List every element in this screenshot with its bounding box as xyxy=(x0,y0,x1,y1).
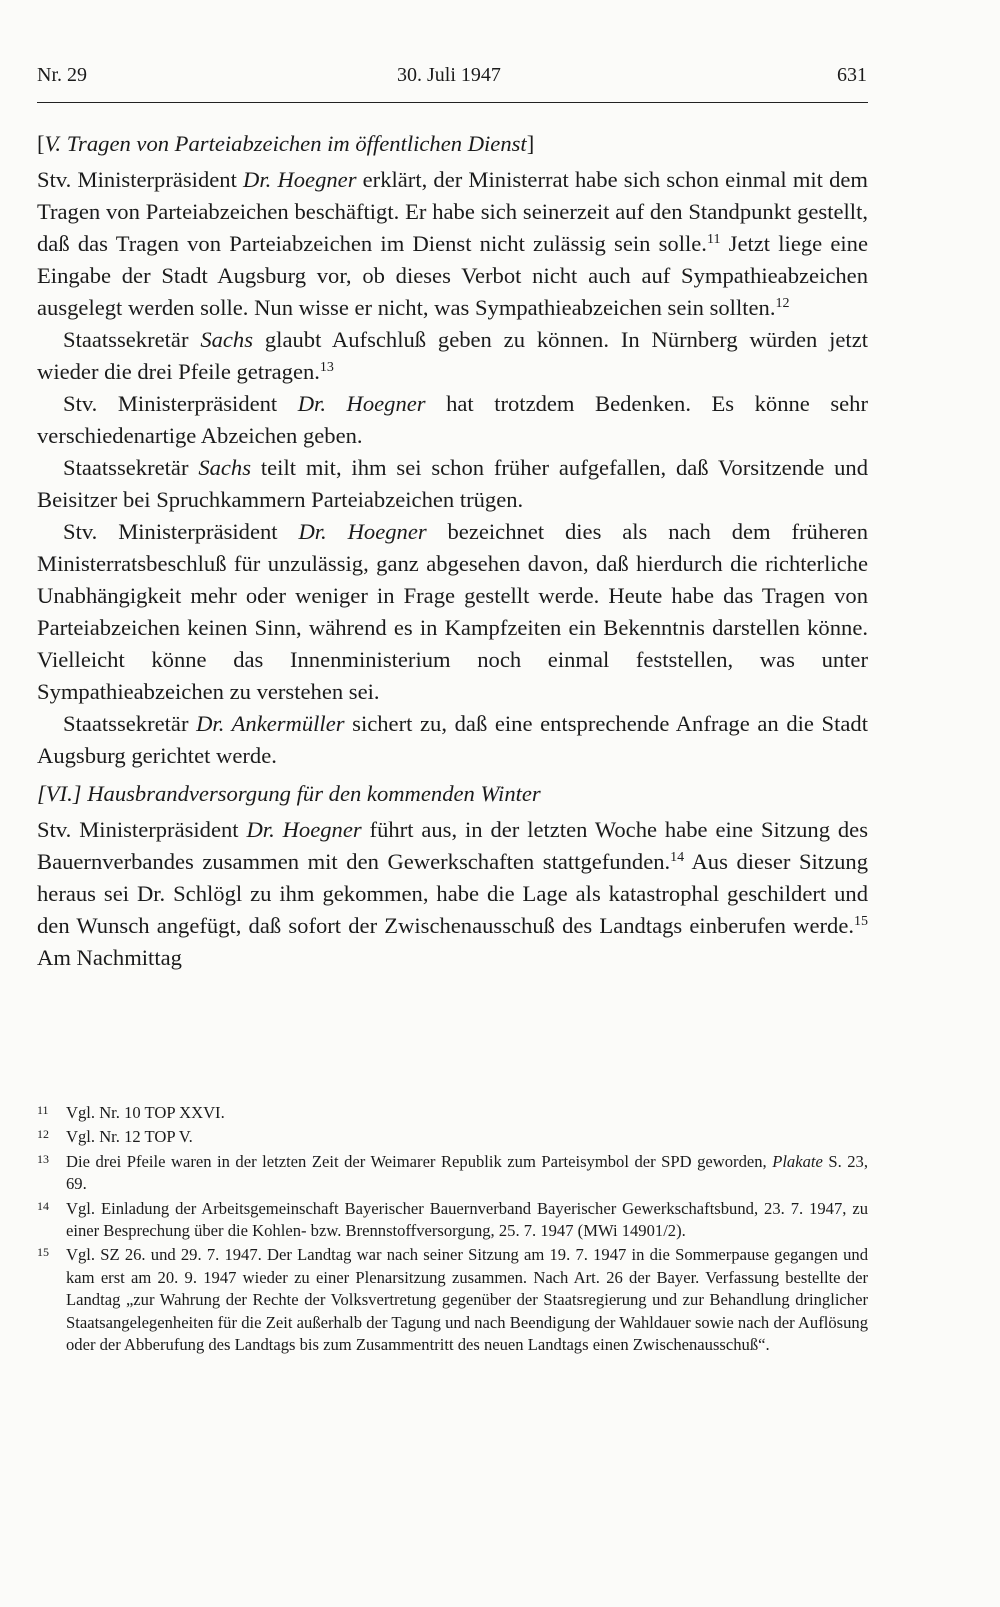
section-title: Tragen von Parteiabzeichen im öffentlichen Dienst xyxy=(66,131,527,156)
section-number: V. xyxy=(44,131,62,156)
paragraph-text: Aus dieser Sitzung heraus sei Dr. Schlögl zu ihm gekommen, habe die Lage als katastrophal geschildert und den Wunsch angefügt, daß sofort der Zwischenausschuß des Landtags einberufen werde. xyxy=(37,849,869,938)
speaker-title: Dr. xyxy=(196,711,232,736)
paragraph-text: bezeichnet dies als nach dem früheren Ministerratsbeschluß für unzulässig, ganz abgesehen davon, daß hierdurch die richterliche Unabhängigkeit mehr oder weniger in Frage gestellt werde. Heute habe das Tragen von Parteiabzeichen keinen Sinn, während es in Kampfzeiten ein Bekenntnis darstellen könne. Vielleicht könne das Innenministerium noch einmal feststellen, was unter Sympathieabzeichen zu verstehen sei. xyxy=(37,519,869,704)
paragraph xyxy=(37,708,868,772)
section-heading-vi xyxy=(37,778,868,810)
paragraph xyxy=(37,388,868,452)
footnote-ref[interactable]: 12 xyxy=(775,296,790,311)
running-head xyxy=(37,64,867,94)
speaker-role: Stv. Ministerpräsident xyxy=(63,391,298,416)
footnote-number: 14 xyxy=(37,1198,49,1213)
main-text xyxy=(37,128,868,974)
bracket-open: [ xyxy=(37,131,45,156)
footnote-text: Vgl. Nr. 12 TOP V. xyxy=(66,1127,193,1147)
paragraph-text: hat trotzdem Bedenken. Es könne sehr verschiedenartige Abzeichen geben. xyxy=(37,391,868,448)
footnote-number: 11 xyxy=(37,1103,49,1117)
speaker-name: Sachs xyxy=(198,455,252,480)
speaker-title: Dr. xyxy=(243,167,278,192)
speaker-role: Staatssekretär xyxy=(63,455,199,480)
section-number: [VI.] xyxy=(37,781,82,806)
footnote-number: 13 xyxy=(37,1151,49,1166)
speaker-name: Hoegner xyxy=(277,167,357,192)
paragraph-text: erklärt, der Ministerrat habe sich schon einmal mit dem Tragen von Parteiabzeichen beschäftigt. Er habe sich seinerzeit auf den Standpunkt gestellt, daß das Tragen von Parteiabzeichen im Dienst nicht zulässig sein solle. xyxy=(37,167,869,256)
speaker-name: Ankermüller xyxy=(231,711,345,736)
footnotes xyxy=(37,1102,868,1358)
footnote-text: S. 23, 69. xyxy=(66,1151,869,1194)
section-title: Hausbrandversorgung für den kommenden Winter xyxy=(87,781,541,806)
speaker-title: Dr. xyxy=(298,519,348,544)
speaker-name: Hoegner xyxy=(347,519,427,544)
section-heading-v xyxy=(37,128,868,160)
bracket-close: ] xyxy=(526,131,535,156)
paragraph xyxy=(37,164,868,324)
speaker-role: Staatssekretär xyxy=(63,711,197,736)
footnote xyxy=(37,1102,868,1124)
footnote-text: Vgl. Einladung der Arbeitsgemeinschaft Bayerischer Bauernverband Bayerischer Gewerkschaftsbund, 23. 7. 1947, zu einer Besprechung über die Kohlen- bzw. Brennstoffversorgung, 25. 7. 1947 (MWi 14901/2). xyxy=(66,1198,868,1241)
speaker-name: Hoegner xyxy=(346,391,426,416)
paragraph-text: glaubt Aufschluß geben zu können. In Nürnberg würden jetzt wieder die drei Pfeile getragen. xyxy=(37,327,868,384)
paragraph-text: Am Nachmittag xyxy=(37,945,182,970)
paragraph-text: führt aus, in der letzten Woche habe eine Sitzung des Bauernverbandes zusammen mit den Gewerkschaften stattgefunden. xyxy=(37,817,869,874)
footnote-number: 15 xyxy=(37,1245,49,1260)
paragraph xyxy=(37,814,868,974)
paragraph-text: Jetzt liege eine Eingabe der Stadt Augsburg vor, ob dieses Verbot nicht auch auf Sympathieabzeichen ausgelegt werden solle. Nun wisse er nicht, was Sympathieabzeichen sein sollten. xyxy=(37,231,869,320)
footnote xyxy=(37,1198,868,1243)
footnote xyxy=(37,1126,868,1148)
speaker-name: Sachs xyxy=(200,327,254,352)
footnote-text: Vgl. SZ 26. und 29. 7. 1947. Der Landtag war nach seiner Sitzung am 19. 7. 1947 in die Sommerpause gegangen und kam erst am 20. 9. 1947 wieder zu einer Plenarsitzung zusammen. Nach Art. 26 der Bayer. Verfassung bestellte der Landtag „zur Wahrung der Rechte der Volksvertretung gegenüber der Staatsregierung und zur Behandlung dringlicher Staatsangelegenheiten für die Zeit außerhalb der Tagung und nach Beendigung der Wahldauer sowie nach der Auflösung oder der Abberufung des Landtags bis zum Zusammentritt des neuen Landtags einen Zwischenausschuß“. xyxy=(66,1245,868,1355)
speaker-title: Dr. xyxy=(297,391,347,416)
footnote-text: Die drei Pfeile waren in der letzten Zeit der Weimarer Republik zum Parteisymbol der SPD geworden, xyxy=(66,1151,773,1171)
speaker-role: Stv. Ministerpräsident xyxy=(37,167,244,192)
footnote-number: 12 xyxy=(37,1127,49,1142)
header-date: 30. Juli 1947 xyxy=(397,64,501,86)
footnote xyxy=(37,1244,868,1356)
footnote-source: Plakate xyxy=(772,1151,823,1171)
speaker-role: Stv. Ministerpräsident xyxy=(37,817,247,842)
issue-number: Nr. 29 xyxy=(37,64,87,86)
footnote-ref[interactable]: 15 xyxy=(854,914,868,929)
paragraph xyxy=(37,324,868,388)
paragraph-text: sichert zu, daß eine entsprechende Anfrage an die Stadt Augsburg gerichtet werde. xyxy=(37,711,868,768)
speaker-role: Stv. Ministerpräsident xyxy=(63,519,299,544)
footnote-ref[interactable]: 14 xyxy=(670,850,685,865)
footnote-text: Vgl. Nr. 10 TOP XXVI. xyxy=(66,1103,225,1122)
footnote xyxy=(37,1151,868,1196)
footnote-ref[interactable]: 11 xyxy=(706,232,721,247)
speaker-role: Staatssekretär xyxy=(63,327,201,352)
footnote-ref[interactable]: 13 xyxy=(319,360,334,375)
paragraph xyxy=(37,452,868,516)
header-rule xyxy=(37,102,868,103)
speaker-name: Hoegner xyxy=(282,817,362,842)
paragraph-text: teilt mit, ihm sei schon früher aufgefallen, daß Vorsitzende und Beisitzer bei Spruchkammern Parteiabzeichen trügen. xyxy=(37,455,868,512)
speaker-title: Dr. xyxy=(246,817,283,842)
page-number: 631 xyxy=(837,64,867,86)
paragraph xyxy=(37,516,868,708)
